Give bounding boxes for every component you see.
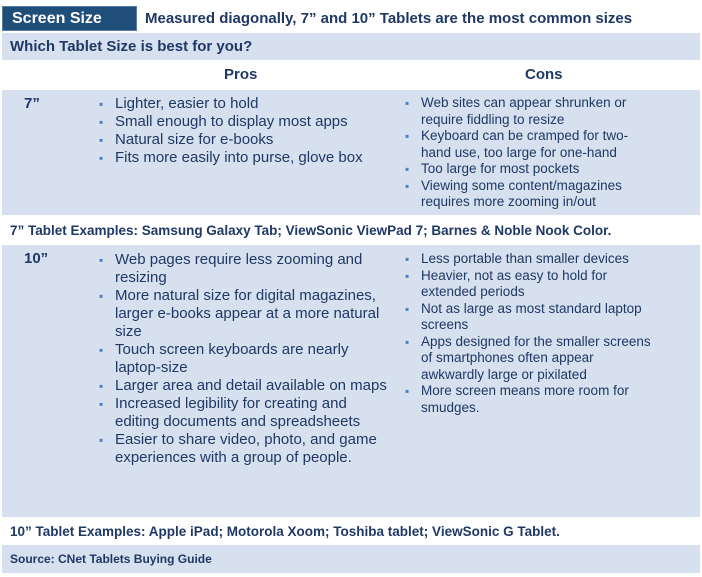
pros-item: ▪ Lighter, easier to hold <box>99 95 394 113</box>
examples-10: 10” Tablet Examples: Apple iPad; Motorola Xoom; Toshiba tablet; ViewSonic G Tablet. <box>2 518 700 545</box>
pros-header: Pros <box>224 66 258 83</box>
cons-item: ▪ Heavier, not as easy to hold for extended periods <box>405 268 655 301</box>
pros-list <box>99 251 394 467</box>
pros-list <box>99 95 394 167</box>
pros-item: ▪ More natural size for digital magazines, larger e-books appear at a more natural size <box>99 287 394 341</box>
cons-item: ▪ Not as large as most standard laptop screens <box>405 301 655 334</box>
question-heading: Which Tablet Size is best for you? <box>2 33 700 60</box>
cons-list <box>405 251 655 416</box>
cons-item: ▪ Too large for most pockets <box>405 161 655 178</box>
source-note: Source: CNet Tablets Buying Guide <box>2 545 700 573</box>
pros-item: ▪ Easier to share video, photo, and game experiences with a group of people. <box>99 431 394 467</box>
cons-item: ▪ Less portable than smaller devices <box>405 251 655 268</box>
pros-item: ▪ Increased legibility for creating and editing documents and spreadsheets <box>99 395 394 431</box>
pros-item: ▪ Web pages require less zooming and resizing <box>99 251 394 287</box>
pros-item: ▪ Natural size for e-books <box>99 131 394 149</box>
size-section-10 <box>2 245 700 517</box>
pros-item: ▪ Small enough to display most apps <box>99 113 394 131</box>
size-label: 10” <box>24 250 49 267</box>
size-label: 7” <box>24 95 40 112</box>
cons-item: ▪ Apps designed for the smaller screens of smartphones often appear awkwardly large or pixilated <box>405 334 655 384</box>
section-title: Screen Size <box>2 6 137 31</box>
cons-item: ▪ Keyboard can be cramped for two-hand use, too large for one-hand <box>405 128 655 161</box>
examples-7: 7” Tablet Examples: Samsung Galaxy Tab; ViewSonic ViewPad 7; Barnes & Noble Nook Color. <box>2 216 700 244</box>
cons-item: ▪ More screen means more room for smudges. <box>405 383 655 416</box>
cons-item: ▪ Viewing some content/magazines requires more zooming in/out <box>405 178 655 211</box>
pros-item: ▪ Touch screen keyboards are nearly laptop-size <box>99 341 394 377</box>
pros-item: ▪ Fits more easily into purse, glove box <box>99 149 394 167</box>
column-headers <box>2 61 700 90</box>
cons-item: ▪ Web sites can appear shrunken or require fiddling to resize <box>405 95 655 128</box>
size-section-7 <box>2 90 700 215</box>
cons-header: Cons <box>525 66 563 83</box>
pros-item: ▪ Larger area and detail available on maps <box>99 377 394 395</box>
cons-list <box>405 95 655 211</box>
section-description: Measured diagonally, 7” and 10” Tablets are the most common sizes <box>137 6 700 31</box>
